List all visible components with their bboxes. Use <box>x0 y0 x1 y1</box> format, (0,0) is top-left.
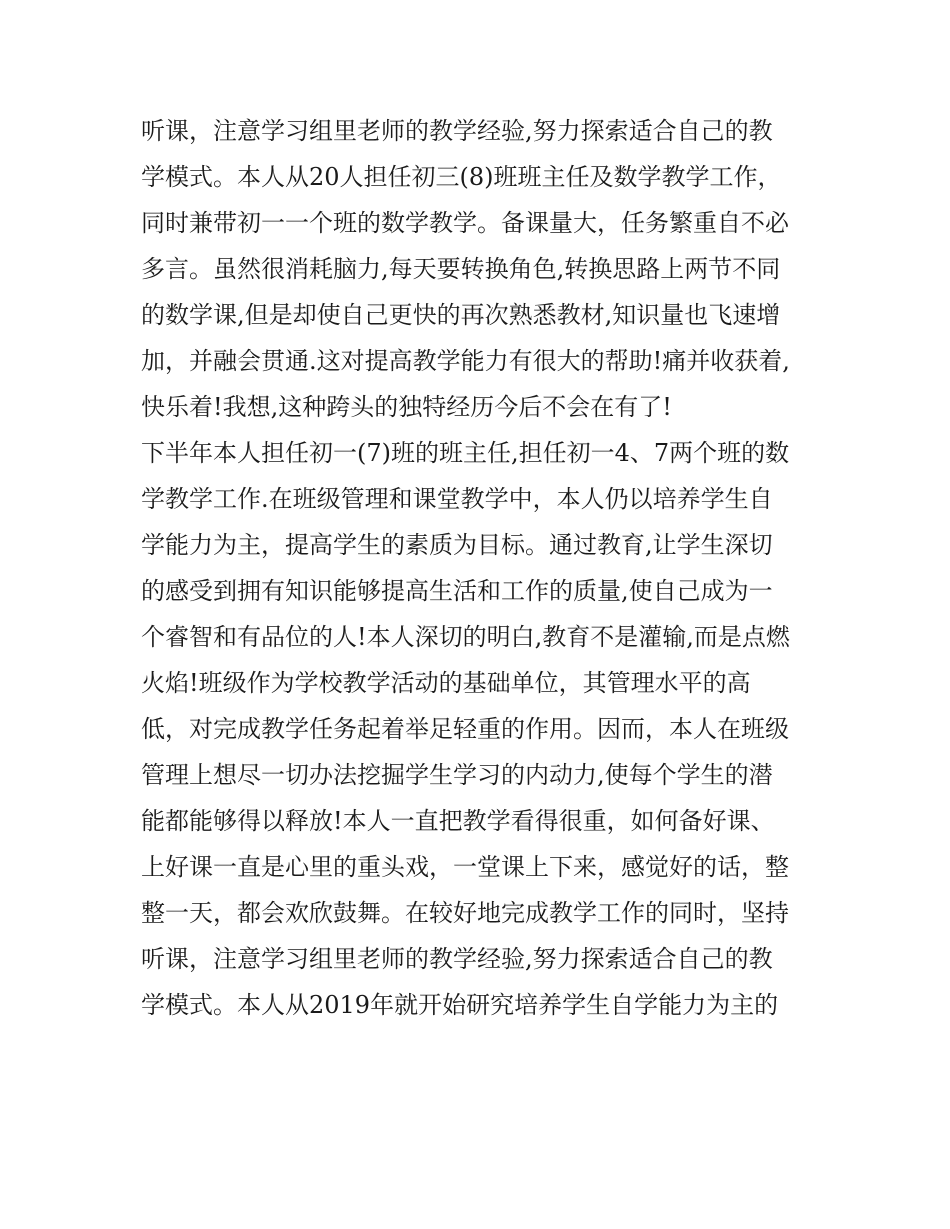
text-line: 听课，注意学习组里老师的教学经验,努力探索适合自己的教 <box>141 945 773 973</box>
text-line: 学模式。本人从2019年就开始研究培养学生自学能力为主的 <box>141 991 779 1019</box>
text-line: 多言。虽然很消耗脑力,每天要转换角色,转换思路上两节不同 <box>141 255 781 283</box>
text-line: 快乐着!我想,这种跨头的独特经历今后不会在有了! <box>141 393 672 421</box>
text-line: 的数学课,但是却使自己更快的再次熟悉教材,知识量也飞速增 <box>141 301 781 329</box>
body-text <box>141 108 821 1028</box>
text-line: 能都能够得以释放!本人一直把教学看得很重，如何备好课、 <box>141 807 775 835</box>
text-line: 低，对完成教学任务起着举足轻重的作用。因而，本人在班级 <box>141 715 789 743</box>
text-line: 管理上想尽一切办法挖掘学生学习的内动力,使每个学生的潜 <box>141 761 773 789</box>
text-line: 听课，注意学习组里老师的教学经验,努力探索适合自己的教 <box>141 117 773 145</box>
text-line: 整一天，都会欢欣鼓舞。在较好地完成教学工作的同时，坚持 <box>141 899 789 927</box>
text-line: 上好课一直是心里的重头戏，一堂课上下来，感觉好的话，整 <box>141 853 789 881</box>
text-line: 学教学工作.在班级管理和课堂教学中，本人仍以培养学生自 <box>141 485 773 513</box>
text-line: 同时兼带初一一个班的数学教学。备课量大，任务繁重自不必 <box>141 209 789 237</box>
text-line: 学能力为主，提高学生的素质为目标。通过教育,让学生深切 <box>141 531 773 559</box>
text-line: 加，并融会贯通.这对提高教学能力有很大的帮助!痛并收获着, <box>141 347 790 375</box>
text-line: 的感受到拥有知识能够提高生活和工作的质量,使自己成为一 <box>141 577 773 605</box>
text-line: 学模式。本人从20人担任初三(8)班班主任及数学教学工作， <box>141 163 782 191</box>
text-line: 个睿智和有品位的人!本人深切的明白,教育不是灌输,而是点燃 <box>141 623 790 651</box>
text-line: 下半年本人担任初一(7)班的班主任,担任初一4、7两个班的数 <box>141 439 790 467</box>
text-line: 火焰!班级作为学校教学活动的基础单位，其管理水平的高 <box>141 669 751 697</box>
